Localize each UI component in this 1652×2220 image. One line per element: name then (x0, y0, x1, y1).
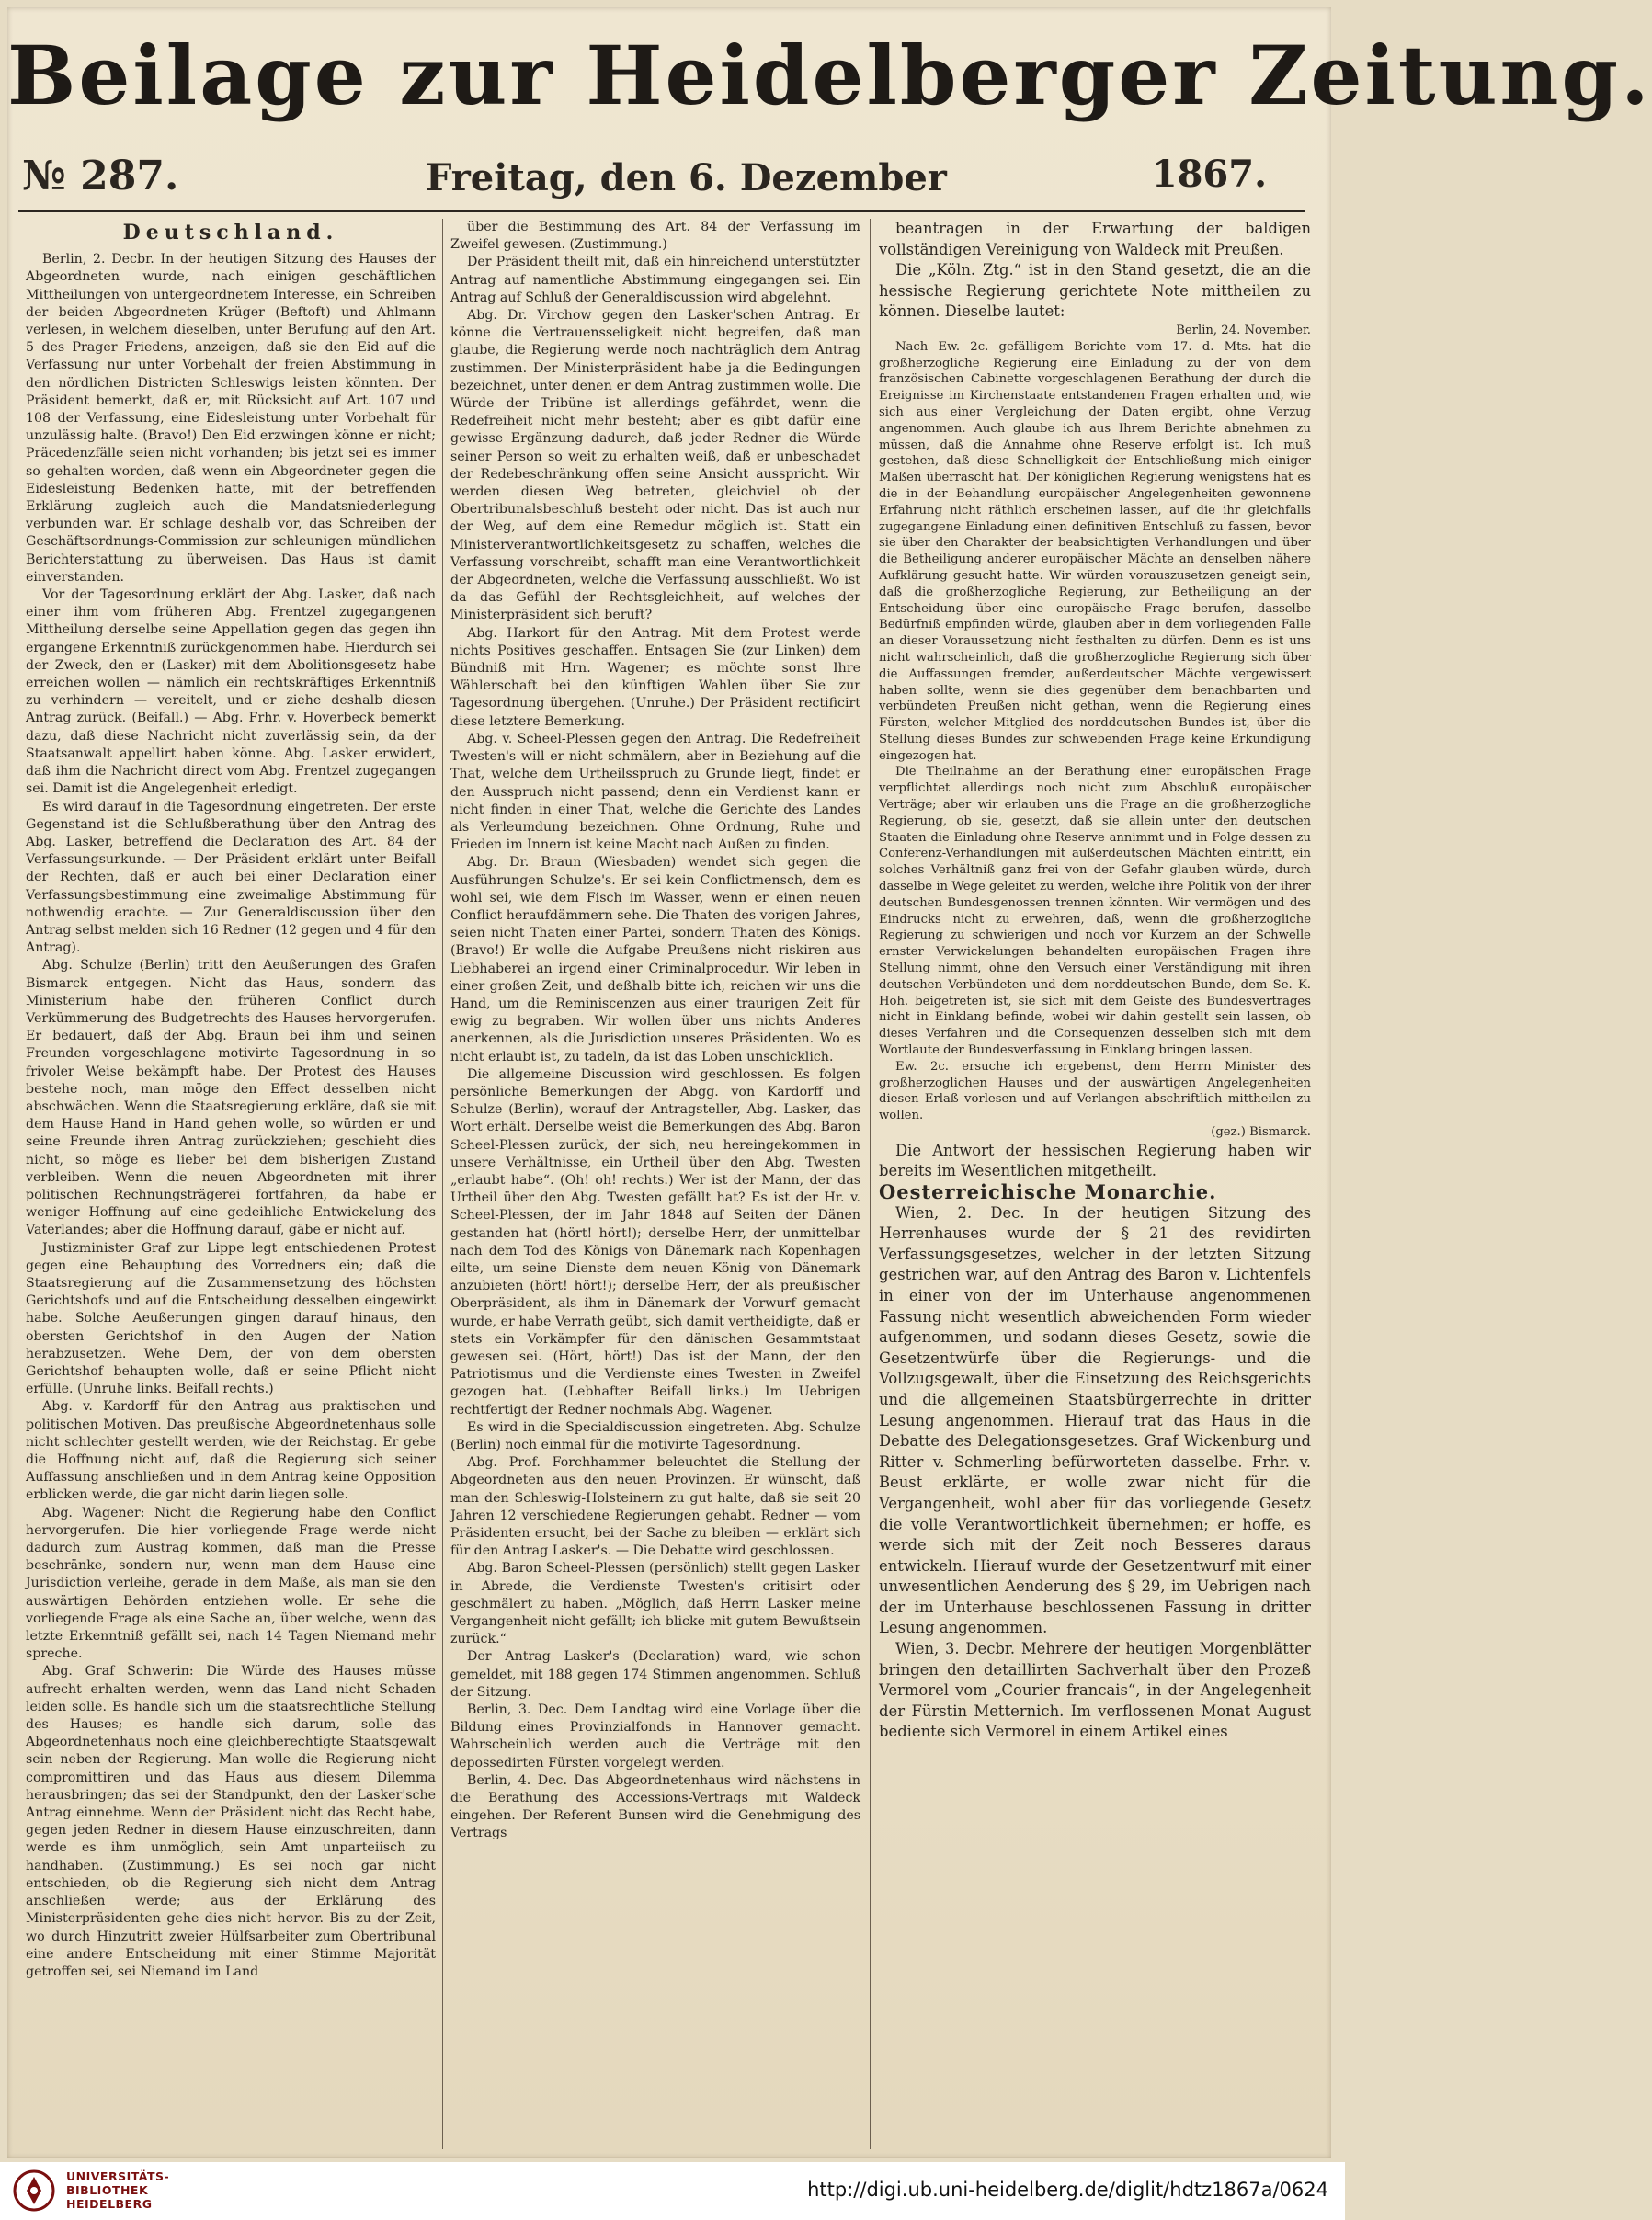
article-paragraph: beantragen in der Erwartung der baldigen vollständigen Vereinigung von Waldeck mit Preußen. (879, 220, 1311, 258)
article-paragraph: Justizminister Graf zur Lippe legt entschiedenen Protest gegen eine Behauptung des Vorredners ein; daß die Staatsregierung auf die Zusammensetzung des höchsten Gerichtshofs und auf die Entscheidung desselben eingewirkt habe. Solche Aeußerungen gingen darauf hinaus, den obersten Gerichtshof in den Augen der Nation herabzusetzen. Wehe Dem, der von dem obersten Gerichtshof behaupten wolle, daß er seine Pflicht nicht erfülle. (Unruhe links. Beifall rechts.) (26, 1240, 436, 1397)
article-paragraph: Abg. Prof. Forchhammer beleuchtet die Stellung der Abgeordneten aus den neuen Provinzen. Er wünscht, daß man den Schleswig-Holsteinern zu gut halte, daß sie seit 20 Jahren 12 verschiedene Regierungen gehabt. Redner — vom Präsidenten ersucht, bei der Sache zu bleiben — erklärt sich für den Antrag Lasker's. — Die Debatte wird geschlossen. (450, 1455, 860, 1559)
university-seal-icon (13, 2169, 55, 2212)
letter-signature: (gez.) Bismarck. (1211, 1125, 1311, 1140)
section-heading-oesterreich: Oesterreichische Monarchie. (879, 1180, 1217, 1203)
letter-paragraph: Nach Ew. 2c. gefälligem Berichte vom 17. d. Mts. hat die großherzogliche Regierung eine Einladung zu der von dem französischen Cabinette vorgeschlagenen Berathung der durch die Ereignisse im Kirchenstaate entstandenen Fragen erhalten und, wie sich aus einer Vergleichung der Daten ergibt, ohne Verzug angenommen. Auch glaube ich aus Ihrem Berichte abnehmen zu müssen, daß die Annahme ohne Reserve erfolgt ist. Ich muß gestehen, daß diese Schnelligkeit der Entschließung mich einiger Maßen überrascht hat. Der königlichen Regierung wenigstens hat es die in der Behandlung europäischer Angelegenheiten gewonnene Erfahrung nicht räthlich erscheinen lassen, auf die ihr gleichfalls zugegangene Einladung einen definitiven Entschluß zu fassen, bevor sie über den Charakter der beabsichtigten Verhandlungen und über die Betheiligung anderer europäischer Mächte an denselben nähere Aufklärung gesucht hatte. Wir würden vorauszusetzen geneigt sein, daß die großherzogliche Regierung, zur Betheiligung an der Entscheidung über eine europäische Frage berufen, dasselbe Bedürfniß empfinden würde, glauben aber in dem vorliegenden Falle an dieser Voraussetzung nicht festhalten zu dürfen. Denn es ist uns nicht wahrscheinlich, daß die großherzogliche Regierung sich über die Auffassungen fremder, außerdeutscher Mächte vergewissert haben sollte, wenn sie dies gegenüber dem benachbarten und verbündeten Preußen nicht gethan, wenn die Regierung eines Fürsten, welcher Mitglied des norddeutschen Bundes ist, über die Stellung dieses Bundes zur schwebenden Frage keine Erkundigung eingezogen hat. (879, 339, 1311, 763)
column-2 (450, 219, 860, 2149)
article-paragraph: Abg. v. Kardorff für den Antrag aus praktischen und politischen Motiven. Das preußische Abgeordnetenhaus solle nicht schlechter gestellt werden, wie der Reichstag. Er gebe die Hoffnung nicht auf, daß die Regierung sich seiner Auffassung anschließen und in dem Antrag keine Opposition erblicken werde, die gar nicht darin liegen solle. (26, 1399, 436, 1503)
column-1 (26, 219, 436, 2149)
article-paragraph: Wien, 2. Dec. In der heutigen Sitzung des Herrenhauses wurde der § 21 des revidirten Verfassungsgesetzes, welcher in der letzten Sitzung gestrichen war, auf den Antrag des Baron v. Lichtenfels in einer von der im Unterhause angenommenen Fassung nicht wesentlich abweichenden Form wieder aufgenommen, und sodann dieses Gesetz, sowie die Gesetzentwürfe über die Regierungs- und die Vollzugsgewalt, über die Einsetzung des Reichsgerichts und die allgemeinen Staatsbürgerrechte in dritter Lesung angenommen. Hierauf trat das Haus in die Debatte des Delegationsgesetzes. Graf Wickenburg und Ritter v. Schmerling befürworteten dasselbe. Frhr. v. Beust erklärte, er wolle zwar nicht für die Vergangenheit, wohl aber für das vorliegende Gesetz die volle Verantwortlichkeit übernehmen; er hoffe, es werde sich mit der Zeit noch Besseres daraus entwickeln. Hierauf wurde der Gesetzentwurf mit einer unwesentlichen Aenderung des § 29, im Uebrigen nach der im Unterhause beschlossenen Fassung in dritter Lesung angenommen. (879, 1203, 1311, 1637)
header-rule (18, 210, 1305, 212)
article-paragraph: Die Antwort der hessischen Regierung haben wir bereits im Wesentlichen mitgetheilt. (879, 1141, 1311, 1180)
letter-dateline: Berlin, 24. November. (1176, 323, 1311, 337)
article-paragraph: Abg. Baron Scheel-Plessen (persönlich) stellt gegen Lasker in Abrede, die Verdienste Twesten's critisirt oder geschmälert zu haben. „Möglich, daß Herrn Lasker meine Vergangenheit nicht gefällt; ich blicke mit gutem Bewußtsein zurück.“ (450, 1561, 860, 1647)
article-paragraph: Die „Köln. Ztg.“ ist in den Stand gesetzt, die an die hessische Regierung gerichtete Note mittheilen zu können. Dieselbe lautet: (879, 261, 1311, 321)
library-logo-text[interactable] (66, 2169, 169, 2211)
article-paragraph: Abg. Graf Schwerin: Die Würde des Hauses müsse aufrecht erhalten werden, wenn das Land nicht Schaden leiden solle. Es handle sich um die staatsrechtliche Stellung des Hauses; es handle sich darum, solle das Abgeordnetenhaus noch eine gleichberechtigte Staatsgewalt sein neben der Regierung. Man wolle die Regierung nicht compromittiren und das Haus aus diesem Dilemma herausbringen; das sei der Standpunkt, den der Lasker'sche Antrag einnehme. Wenn der Präsident nicht das Recht habe, gegen jeden Redner in diesem Hause einzuschreiten, dann werde es ihm unmöglich, sein Amt unparteiisch zu handhaben. (Zustimmung.) Es sei noch gar nicht entschieden, ob die Regierung sich nicht dem Antrag anschließen werde; aus der Erklärung des Ministerpräsidenten gehe dies nicht hervor. Bis zu der Zeit, wo durch Hinzutritt zweier Hülfsarbeiter zum Obertribunal eine andere Entscheidung mit einer Stimme Majorität getroffen sei, sei Niemand im Land (26, 1664, 436, 1979)
footer-bar (0, 2162, 1345, 2220)
section-heading-deutschland: Deutschland. (122, 221, 339, 245)
article-paragraph: Es wird in die Specialdiscussion eingetreten. Abg. Schulze (Berlin) noch einmal für die motivirte Tagesordnung. (450, 1419, 860, 1453)
article-paragraph: Abg. Schulze (Berlin) tritt den Aeußerungen des Grafen Bismarck entgegen. Nicht das Haus, sondern das Ministerium habe den früheren Conflict durch Verkümmerung des Budgetrechts des Hauses hervorgerufen. Er bedauert, daß der Abg. Braun bei ihm und seinen Freunden vorgeschlagene motivirte Tagesordnung in so frivoler Weise bekämpft habe. Der Protest des Hauses bestehe noch, man möge den Effect desselben nicht abschwächen. Wenn die Staatsregierung erkläre, daß sie mit dem Hause Hand in Hand gehen wolle, so würden er und seine Freunde ihren Antrag zurückziehen; geschieht dies nicht, so möge es lieber bei dem bisherigen Zustand verbleiben. Wenn die neuen Abgeordneten mit ihrer politischen Rechnungsträgerei fortfahren, da habe er weniger Hoffnung auf eine gedeihliche Entwickelung des Vaterlandes; aber die Hoffnung darauf, gäbe er nicht auf. (26, 958, 436, 1238)
article-paragraph: über die Bestimmung des Art. 84 der Verfassung im Zweifel gewesen. (Zustimmung.) (450, 220, 860, 253)
issue-date: Freitag, den 6. Dezember (426, 156, 947, 199)
article-paragraph: Es wird darauf in die Tagesordnung eingetreten. Der erste Gegenstand ist die Schlußberathung über den Antrag des Abg. Lasker, betreffend die Declaration des Art. 84 der Verfassungsurkunde. — Der Präsident erklärt unter Beifall der Rechten, daß er auch bei einer Declaration einer Verfassungsbestimmung eine zweimalige Abstimmung für nothwendig erachte. — Zur Generaldiscussion über den Antrag selbst melden sich 16 Redner (12 gegen und 4 für den Antrag). (26, 799, 436, 956)
article-paragraph: Berlin, 4. Dec. Das Abgeordnetenhaus wird nächstens in die Berathung des Accessions-Vertrags mit Waldeck eingehen. Der Referent Bunsen wird die Genehmigung des Vertrags (450, 1772, 860, 1841)
article-paragraph: Abg. Dr. Virchow gegen den Lasker'schen Antrag. Er könne die Vertrauensseligkeit nicht begreifen, daß man glaube, die Regierung werde noch nachträglich dem Antrag zustimmen. Der Ministerpräsident habe ja die Bedingungen bezeichnet, unter denen er dem Antrag zustimmen wolle. Die Würde der Tribüne ist allerdings gefährdet, wenn die Redefreiheit nicht mehr besteht; aber es gibt dafür eine gewisse Ergänzung dadurch, daß jeder Redner die Würde seiner Person so weit zu erhalten weiß, daß er unbeschadet der Redebeschränkung offen seine Ansicht ausspricht. Wir werden diesen Weg betreten, gleichviel ob der Obertribunalsbeschluß besteht oder nicht. Das ist auch nur der Weg, auf dem eine Remedur möglich ist. Statt ein Ministerverantwortlichkeitsgesetz zu schaffen, welches die Verfassung vorschreibt, schafft man eine Verantwortlichkeit der Abgeordneten, welche die Verfassung ausschließt. Wo ist da das Gefühl der Rechtsgleichheit, auf welches der Ministerpräsident sich beruft? (450, 308, 860, 623)
article-paragraph: Der Antrag Lasker's (Declaration) ward, wie schon gemeldet, mit 188 gegen 174 Stimmen angenommen. Schluß der Sitzung. (450, 1649, 860, 1700)
logo-line: BIBLIOTHEK (66, 2183, 149, 2197)
column-divider (870, 219, 871, 2149)
article-paragraph: Abg. Dr. Braun (Wiesbaden) wendet sich gegen die Ausführungen Schulze's. Er sei kein Conflictmensch, dem es wohl sei, wie dem Fisch im Wasser, wenn er einen neuen Conflict heraufdämmern sehe. Die Thaten des vorigen Jahres, seien nicht Thaten einer Partei, sondern Thaten des Königs. (Bravo!) Er wolle die Aufgabe Preußens nicht riskiren aus Liebhaberei an irgend einer Criminalprocedur. Wir leben in einer großen Zeit, und deßhalb bitte ich, reichen wir uns die Hand, um die Reminiscenzen aus einer traurigen Zeit für ewig zu begraben. Wir wollen über uns nichts Anderes anerkennen, als die Jurisdiction unseres Präsidenten. Wo es nicht erlaubt ist, zu tadeln, da ist das Loben unschicklich. (450, 855, 860, 1064)
article-paragraph: Abg. v. Scheel-Plessen gegen den Antrag. Die Redefreiheit Twesten's will er nicht schmälern, aber in Beziehung auf die That, welche dem Urtheilsspruch zu Grunde liegt, findet er den Ausspruch nicht passend; denn ein Verdienst kann er nicht finden in einer That, welche die Gerichte des Landes als Verleumdung bezeichnen. Ohne Ordnung, Ruhe und Frieden im Innern ist keine Macht nach Außen zu finden. (450, 731, 860, 853)
masthead-title: Beilage zur Heidelberger Zeitung. (7, 28, 1652, 123)
article-paragraph: Abg. Wagener: Nicht die Regierung habe den Conflict hervorgerufen. Die hier vorliegende Frage werde nicht dadurch zum Austrag kommen, daß man die Presse beschränke, sondern nur, wenn man dem Hause eine Jurisdiction verleihe, gerade in dem Maße, als man sie den auswärtigen Behörden entziehen wolle. Er sehe die vorliegende Frage als eine Sache an, über welche, wenn das letzte Erkenntniß gefällt sei, nach 14 Tagen Niemand mehr spreche. (26, 1505, 436, 1662)
letter-paragraph: Die Theilnahme an der Berathung einer europäischen Frage verpflichtet allerdings noch nicht zum Abschluß europäischer Verträge; aber wir erlauben uns die Frage an die großherzogliche Regierung, ob sie, gesetzt, daß sie allein unter den deutschen Staaten die Einladung ohne Reserve annimmt und in Folge dessen zu Conferenz-Verhandlungen mit außerdeutschen Mächten eintritt, ein solches Verhältniß ganz frei von der Gefahr glauben würde, durch dasselbe in Wege geleitet zu werden, welche ihre Politik von der ihrer deutschen Bundesgenossen trennen könnten. Wir vermögen und des Eindrucks nicht zu erwehren, daß, wenn die großherzogliche Regierung zu schwierigen und noch vor Kurzem an der Schwelle ernster Verwickelungen behandelten europäischen Fragen ihre Stellung nimmt, ohne den Versuch einer Verständigung mit ihren deutschen Verbündeten und dem norddeutschen Bunde, dem Se. K. Hoh. beigetreten ist, sie sich mit dem Geiste des Bundesvertrages nicht in Einklang befinde, wobei wir dahin gestellt sein lassen, ob dieses Verfahren und die Consequenzen desselben sich mit dem Wortlaute der Bundesverfassung in Einklang bringen lassen. (879, 765, 1311, 1058)
logo-line: UNIVERSITÄTS- (66, 2169, 170, 2183)
article-paragraph: Vor der Tagesordnung erklärt der Abg. Lasker, daß nach einer ihm vom früheren Abg. Frentzel zugegangenen Mittheilung derselbe seine Appellation gegen das gegen ihn ergangene Erkenntniß zurückgenommen habe. Hierdurch sei der Zweck, den er (Lasker) mit dem Abolitionsgesetz habe erreichen wollen — nämlich ein rechtskräftiges Erkenntniß zu verhindern — vereitelt, und er ziehe deshalb diesen Antrag zurück. (Beifall.) — Abg. Frhr. v. Hoverbeck bemerkt dazu, daß diese Nachricht nicht zuverlässig sein, da der Staatsanwalt appellirt haben könne. Abg. Lasker erwidert, daß ihm die Nachricht direct vom Abg. Frentzel zugegangen sei. Damit ist die Angelegenheit erledigt. (26, 587, 436, 797)
source-url-link[interactable]: http://digi.ub.uni-heidelberg.de/diglit/hdtz1867a/0624 (807, 2179, 1328, 2201)
letter-paragraph: Ew. 2c. ersuche ich ergebenst, dem Herrn Minister des großherzoglichen Hauses und der auswärtigen Angelegenheiten diesen Erlaß vorlesen und auf Verlangen abschriftlich mittheilen zu wollen. (879, 1059, 1311, 1123)
issue-number: № 287. (22, 153, 179, 199)
article-paragraph: Der Präsident theilt mit, daß ein hinreichend unterstützter Antrag auf namentliche Abstimmung eingegangen sei. Ein Antrag auf Schluß der Generaldiscussion wird abgelehnt. (450, 255, 860, 305)
article-paragraph: Wien, 3. Decbr. Mehrere der heutigen Morgenblätter bringen den detaillirten Sachverhalt über den Prozeß Vermorel vom „Courier francais“, in der Angelegenheit der Fürstin Metternich. Im verflossenen Monat August bediente sich Vermorel in einem Artikel eines (879, 1640, 1311, 1741)
column-divider (442, 219, 443, 2149)
newspaper-page (7, 7, 1652, 2158)
article-paragraph: Berlin, 3. Dec. Dem Landtag wird eine Vorlage über die Bildung eines Provinzialfonds in Hannover gemacht. Wahrscheinlich werden auch die Verträge mit den depossedirten Fürsten vorgelegt werden. (450, 1702, 860, 1770)
article-paragraph: Die allgemeine Discussion wird geschlossen. Es folgen persönliche Bemerkungen der Abgg. von Kardorff und Schulze (Berlin), worauf der Antragsteller, Abg. Lasker, das Wort erhält. Derselbe weist die Bemerkungen des Abg. Baron Scheel-Plessen zurück, der sich, neu hereingekommen in unsere Verhältnisse, ein Urtheil über den Abg. Twesten „erlaubt habe“. (Oh! oh! rechts.) Wer ist der Mann, der das Urtheil über den Abg. Twesten gefällt hat? Es ist der Hr. v. Scheel-Plessen, der im Jahr 1848 auf Seiten der Dänen gestanden hat (hört! hört!); derselbe Herr, der unmittelbar nach dem Tod des Königs von Dänemark nach Kopenhagen eilte, um seine Dienste dem neuen König von Dänemark anzubieten (hört! hört!); derselbe Herr, der als preußischer Oberpräsident, als ihm in Dänemark der Vorwurf gemacht wurde, er habe Verrath geübt, sich damit vertheidigte, daß er stets ein Vorkämpfer für den dänischen Gesammtstaat gewesen sei. (Hört, hört!) Das ist der Mann, der den Patriotismus und die Verdienste eines Twesten in Zweifel gezogen hat. (Lebhafter Beifall links.) Im Uebrigen rechtfertigt der Redner nochmals Abg. Wagener. (450, 1066, 860, 1417)
logo-line: HEIDELBERG (66, 2197, 153, 2211)
article-paragraph: Berlin, 2. Decbr. In der heutigen Sitzung des Hauses der Abgeordneten wurde, nach einigen geschäftlichen Mittheilungen von untergeordnetem Interesse, ein Schreiben der beiden Abgeordneten Krüger (Beftoft) und Ahlmann verlesen, in welchem dieselben, unter Berufung auf den Art. 5 des Prager Friedens, anzeigen, daß sie den Eid auf die Verfassung nur unter Vorbehalt der freien Abstimmung in den nördlichen Districten Schleswigs leisten könnten. Der Präsident bemerkt, daß er, mit Rücksicht auf Art. 107 und 108 der Verfassung, eine Eidesleistung unter Vorbehalt für unzulässig halte. (Bravo!) Den Eid erzwingen könne er nicht; Präcedenzfälle seien nicht vorhanden; bis jetzt sei es immer so gehalten worden, daß wenn ein Abgeordneter gegen die Eidesleistung Bedenken hatte, mit der betreffenden Erklärung zugleich auch die Mandatsniederlegung verbunden war. Er schlage deshalb vor, das Schreiben der Geschäftsordnungs-Commission zur schleunigen mündlichen Berichterstattung zu überweisen. Das Haus ist damit einverstanden. (26, 252, 436, 585)
article-paragraph: Abg. Harkort für den Antrag. Mit dem Protest werde nichts Positives geschaffen. Entsagen Sie (zur Linken) dem Bündniß mit Hrn. Wagener; es möchte sonst Ihre Wählerschaft bei den künftigen Wahlen über Sie zur Tagesordnung übergehen. (Unruhe.) Der Präsident rectificirt diese letztere Bemerkung. (450, 625, 860, 729)
issue-year: 1867. (1151, 153, 1267, 196)
column-3 (879, 219, 1311, 2149)
issue-line (7, 153, 1331, 208)
